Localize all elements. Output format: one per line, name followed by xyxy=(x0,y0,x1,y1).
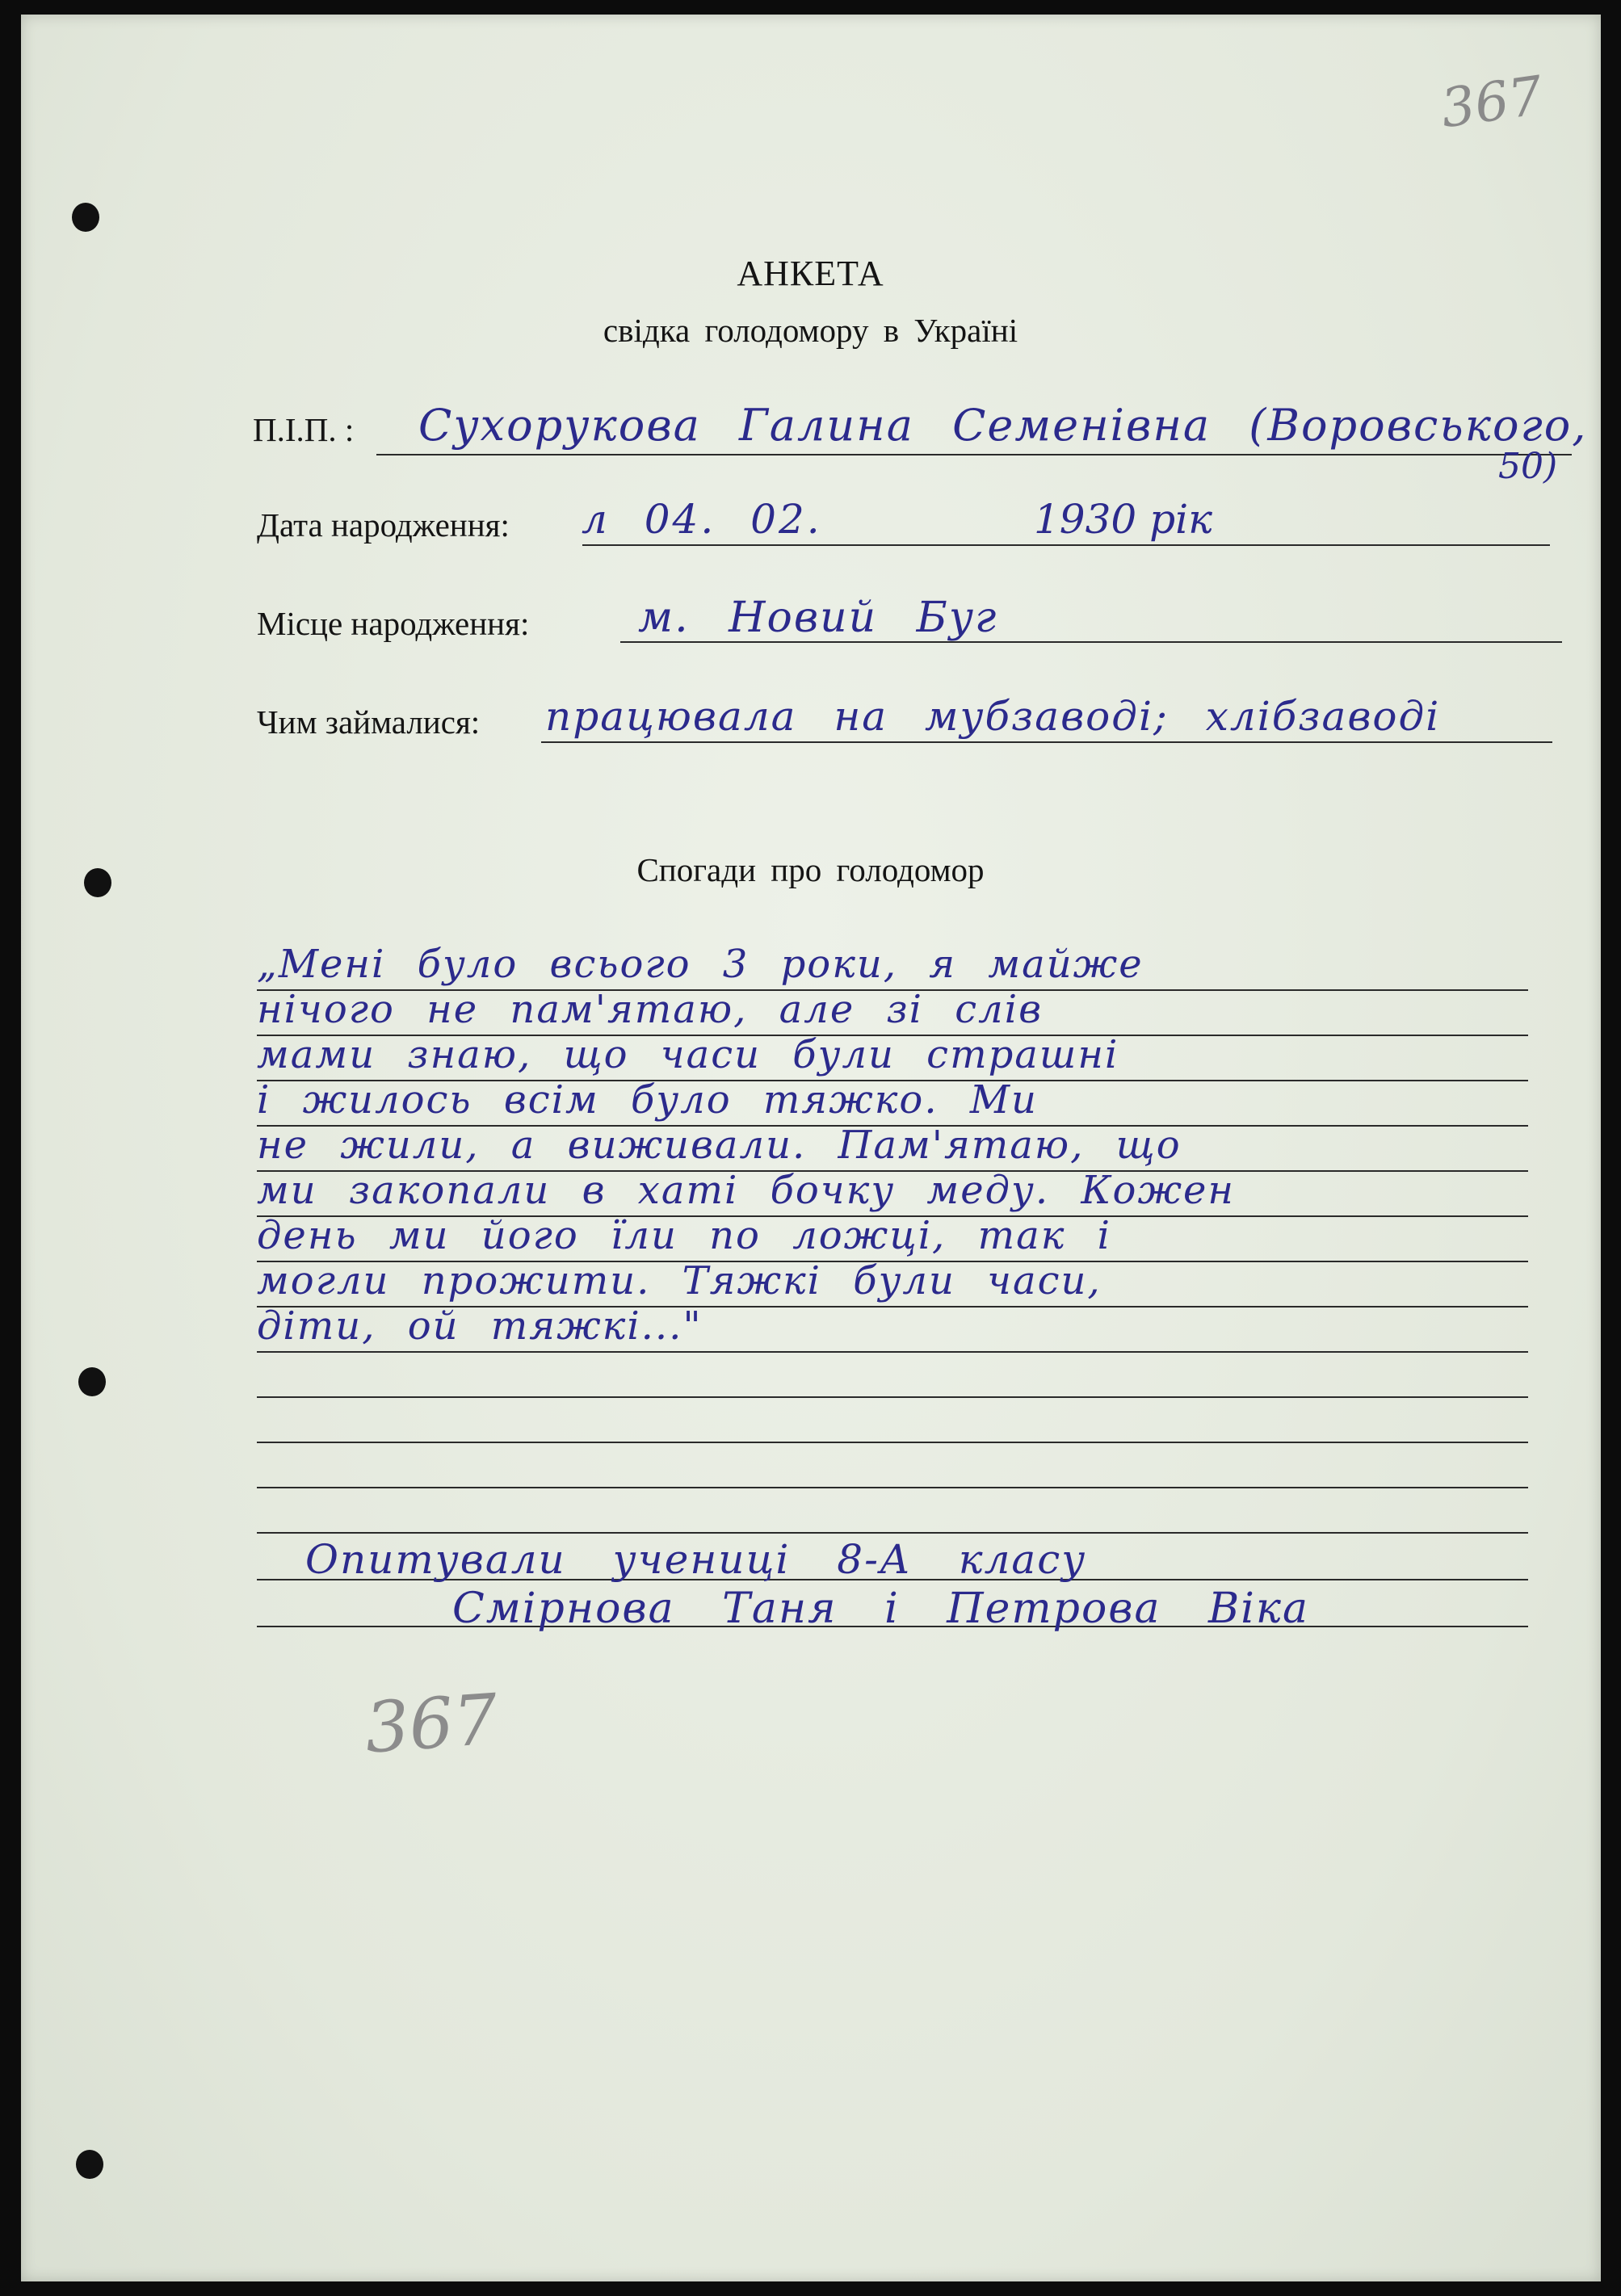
recorded-by-line1: Опитували учениці 8-А класу xyxy=(305,1536,1087,1583)
birth-date-year: 1930 рік xyxy=(1034,496,1212,543)
occupation-line xyxy=(541,741,1552,743)
occupation-value: працювала на мубзаводі; хлібзаводі xyxy=(545,693,1441,740)
memory-line-4: і жилось всім було тяжко. Ми xyxy=(257,1077,1038,1123)
memory-line-9: діти, ой тяжкі..." xyxy=(257,1303,703,1349)
archive-number-pencil: 367 xyxy=(362,1679,501,1769)
memory-rule xyxy=(257,1532,1528,1534)
memory-line-6: ми закопали в хаті бочку меду. Кожен xyxy=(257,1168,1236,1213)
recorded-by-line2: Смірнова Таня і Петрова Віка xyxy=(452,1585,1309,1633)
memory-rule xyxy=(257,1396,1528,1398)
memory-rule xyxy=(257,1442,1528,1443)
memory-line-8: могли прожити. Тяжкі були часи, xyxy=(257,1258,1102,1303)
memory-line-3: мами знаю, що часи були страшні xyxy=(257,1032,1119,1077)
birth-place-value: м. Новий Буг xyxy=(638,594,998,642)
birth-date-label: Дата народження: xyxy=(257,506,510,544)
name-value-extra: 50) xyxy=(1498,446,1558,487)
birth-place-label: Місце народження: xyxy=(257,605,530,642)
name-label: П.І.П. : xyxy=(253,411,355,448)
memory-rule xyxy=(257,1351,1528,1353)
punch-hole xyxy=(78,1367,106,1396)
occupation-label: Чим займалися: xyxy=(257,703,481,741)
birth-date-line xyxy=(582,544,1550,546)
form-title: АНКЕТА xyxy=(737,254,884,293)
memory-line-7: день ми його їли по ложці, так і xyxy=(257,1213,1111,1258)
memory-line-1: „Мені було всього 3 роки, я майже xyxy=(257,942,1144,987)
punch-hole xyxy=(72,203,99,232)
birth-date-day: л 04. 02. xyxy=(582,496,822,543)
memories-title: Спогади про голодомор xyxy=(636,851,985,888)
name-line xyxy=(376,454,1572,455)
memory-line-2: нічого не пам'ятаю, але зі слів xyxy=(257,987,1043,1032)
name-value: Сухорукова Галина Семенівна (Воровського, xyxy=(418,400,1588,451)
form-subtitle: свідка голодомору в Україні xyxy=(603,312,1018,349)
memory-line-5: не жили, а виживали. Пам'ятаю, що xyxy=(257,1123,1182,1168)
archive-number-pencil: 367 xyxy=(1437,64,1547,141)
memory-rule xyxy=(257,1487,1528,1488)
punch-hole xyxy=(76,2150,103,2179)
